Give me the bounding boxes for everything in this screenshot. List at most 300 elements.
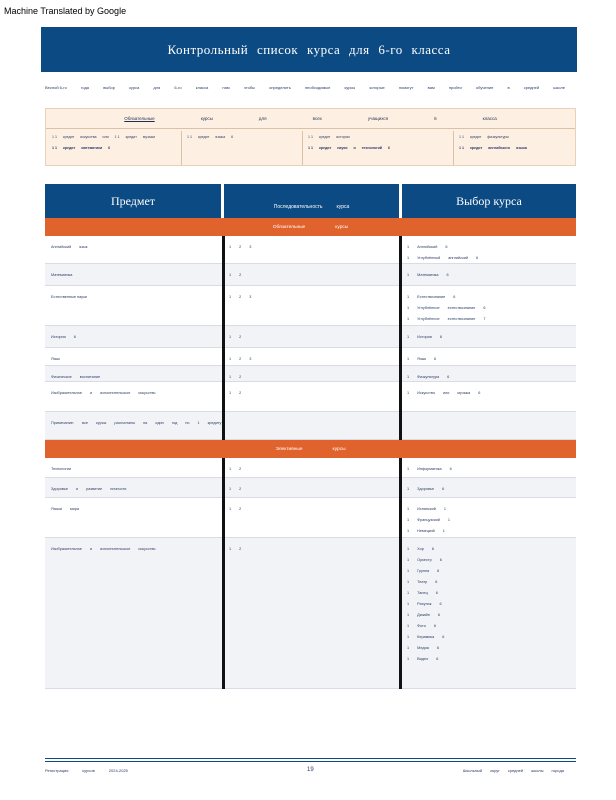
requirement-word: языка: [215, 134, 226, 139]
section-header: [45, 218, 576, 236]
selection-word: английский: [448, 255, 468, 260]
sequence-step: 1: [229, 334, 232, 339]
subject-word: Язык: [51, 356, 60, 361]
heading-word: учащихся: [367, 116, 389, 121]
sequence-step: 1: [229, 486, 232, 491]
sequence-line: [229, 269, 393, 280]
subject-word: искусство: [138, 546, 156, 551]
selection-word: 1: [407, 255, 410, 260]
selection-word: или: [442, 390, 450, 395]
column-divider: [399, 236, 402, 440]
selection-word: 1: [407, 272, 410, 277]
selection-word: История: [417, 334, 432, 339]
selection-word: 6: [449, 466, 452, 471]
selection-word: 1: [407, 506, 410, 511]
selection-option: [407, 642, 570, 653]
intro-word: вам: [427, 85, 435, 90]
selection-word: 6: [437, 612, 441, 617]
table-row: [45, 326, 576, 348]
requirement-word: науки: [337, 145, 348, 150]
requirement-line: [52, 142, 180, 153]
selection-word: 6: [478, 390, 481, 395]
sequence-step: 3: [249, 244, 252, 249]
subject-cell: [45, 286, 221, 325]
sequence-cell: [223, 498, 399, 537]
intro-word: курса: [129, 85, 140, 90]
selection-option: [407, 631, 570, 642]
selection-word: 6: [442, 634, 445, 639]
selection-word: Дизайн: [417, 612, 430, 617]
subject-word: История: [51, 334, 66, 339]
selection-cell: [401, 326, 576, 347]
selection-word: Немецкий: [417, 528, 435, 533]
header-sequence: [224, 184, 399, 218]
subject-cell: [45, 538, 221, 688]
selection-option: [407, 565, 570, 576]
subject-word: и: [89, 390, 93, 395]
subject-line: [51, 543, 215, 554]
intro-word: пройти: [448, 85, 462, 90]
column-divider: [222, 236, 225, 440]
subject-word: искусство: [138, 390, 156, 395]
selection-word: 6: [436, 656, 439, 661]
page-title: Контрольный список курса для 6-го класса: [41, 27, 577, 72]
sequence-cell: [223, 412, 399, 439]
requirement-word: 1 1: [308, 145, 313, 150]
requirement-word: 1 1: [52, 145, 57, 150]
subject-line: [51, 463, 215, 474]
subject-line: [51, 417, 222, 428]
subject-word: 1: [197, 420, 200, 425]
selection-word: Здоровье: [417, 486, 435, 491]
intro-word: выбор: [103, 85, 115, 90]
subject-line: [51, 269, 215, 280]
selection-word: Фото: [417, 623, 426, 628]
selection-word: 6: [439, 334, 442, 339]
selection-word: Танец: [417, 590, 428, 595]
selection-word: Углублённое: [417, 305, 440, 310]
selection-cell: [401, 458, 576, 477]
required-courses-box: [45, 108, 576, 166]
selection-word: Информатика: [417, 466, 442, 471]
footer-word: средней: [507, 768, 524, 773]
table-row: [45, 538, 576, 689]
subject-line: [51, 353, 215, 364]
selection-word: 1: [407, 645, 410, 650]
requirement-word: английского: [488, 145, 511, 150]
sequence-line: [229, 331, 393, 342]
requirement-word: физкультуры: [487, 134, 509, 139]
requirements-column-1: [52, 131, 180, 165]
selection-cell: [401, 382, 576, 411]
requirements-column-4: [459, 131, 575, 165]
selection-word: 1: [447, 517, 451, 522]
divider: [181, 131, 182, 165]
selection-word: 1: [443, 506, 446, 511]
selection-word: 1: [407, 612, 410, 617]
subject-word: курсы: [96, 420, 107, 425]
selection-word: 6: [431, 546, 434, 551]
subject-word: Математика: [51, 272, 73, 277]
header-sequence-word: Последовательность: [273, 204, 323, 210]
selection-option: [407, 371, 570, 382]
sequence-step: 3: [249, 356, 252, 361]
selection-word: 6: [439, 557, 442, 562]
selection-word: 1: [407, 517, 410, 522]
selection-option: [407, 313, 570, 324]
sequence-line: [229, 503, 393, 514]
table-row: [45, 478, 576, 498]
table-row: [45, 264, 576, 286]
column-divider: [399, 458, 402, 689]
selection-word: 6: [437, 568, 440, 573]
subject-line: [51, 387, 215, 398]
subject-word: Технологии: [51, 466, 72, 471]
selection-word: 1: [407, 294, 410, 299]
subject-word: и: [89, 546, 93, 551]
selection-option: [407, 514, 570, 525]
footer-rule: [45, 758, 576, 759]
selection-word: 6: [447, 374, 450, 379]
requirement-word: языка: [516, 145, 527, 150]
subject-word: личности: [110, 486, 127, 491]
selection-option: [407, 241, 570, 252]
sequence-line: [229, 371, 393, 382]
subject-word: мира: [70, 506, 79, 511]
requirement-line: [459, 142, 575, 153]
sequence-step: 2: [239, 374, 242, 379]
selection-word: 6: [453, 294, 456, 299]
subject-word: кредиту: [207, 420, 222, 425]
machine-translated-label: Machine Translated by Google: [4, 6, 127, 16]
sequence-cell: [223, 538, 399, 688]
selection-word: музыка: [457, 390, 471, 395]
selection-cell: [401, 478, 576, 497]
sequence-step: 2: [239, 356, 242, 361]
selection-option: [407, 653, 570, 664]
sequence-step: 2: [239, 334, 242, 339]
intro-word: школе: [553, 85, 565, 90]
selection-word: 1: [407, 590, 410, 595]
subject-cell: [45, 458, 221, 477]
selection-option: [407, 554, 570, 565]
selection-cell: [401, 236, 576, 263]
requirement-word: истории: [336, 134, 350, 139]
subject-word: Естественные науки: [51, 294, 87, 299]
selection-word: Английский: [417, 244, 438, 249]
selection-option: [407, 463, 570, 474]
table-row: [45, 348, 576, 366]
selection-cell: [401, 366, 576, 381]
sequence-cell: [223, 458, 399, 477]
selection-word: 1: [407, 656, 410, 661]
selection-word: Углублённый: [417, 255, 441, 260]
selection-cell: [401, 286, 576, 325]
requirement-word: кредит: [198, 134, 210, 139]
selection-word: Французский: [417, 517, 440, 522]
intro-word: определить: [269, 85, 291, 90]
selection-word: Керамика: [417, 634, 435, 639]
heading-word: курсы: [200, 116, 213, 121]
selection-word: Язык: [417, 356, 426, 361]
selection-word: Рисунок: [417, 601, 432, 606]
section-title-word: Элективные: [275, 446, 303, 452]
requirement-word: кредит: [63, 134, 75, 139]
requirement-word: кредит: [470, 145, 483, 150]
subject-cell: [45, 366, 221, 381]
subject-cell: [45, 498, 221, 537]
selection-option: [407, 483, 570, 494]
subject-word: воспитание: [79, 374, 101, 379]
requirement-word: 1 1: [459, 134, 464, 139]
requirement-word: кредит: [63, 145, 76, 150]
section-header: [45, 440, 576, 458]
requirement-word: кредит: [319, 145, 332, 150]
table-row: [45, 236, 576, 264]
selection-word: 1: [407, 486, 410, 491]
subject-word: по: [185, 420, 190, 425]
selection-word: Искусство: [417, 390, 435, 395]
required-courses-heading: [46, 116, 575, 121]
selection-word: Видео: [417, 656, 429, 661]
selection-option: [407, 620, 570, 631]
section-title-word: курсы: [332, 446, 346, 452]
subject-line: [51, 483, 215, 494]
selection-option: [407, 252, 570, 263]
selection-word: 6: [442, 486, 445, 491]
intro-word: 6-го: [174, 85, 182, 90]
sequence-cell: [223, 348, 399, 365]
sequence-step: 1: [229, 294, 232, 299]
sequence-step: 2: [239, 294, 242, 299]
heading-word: всех: [312, 116, 322, 121]
subject-cell: [45, 264, 221, 285]
sequence-line: [229, 387, 393, 398]
sequence-step: 2: [239, 390, 242, 395]
subject-word: рассчитаны: [114, 420, 136, 425]
subject-word: Изобразительное: [51, 546, 82, 551]
requirement-line: [52, 131, 180, 142]
selection-word: 6: [475, 255, 479, 260]
footer-word: города: [551, 768, 564, 773]
selection-cell: [401, 264, 576, 285]
sequence-step: 1: [229, 466, 232, 471]
selection-word: 1: [407, 568, 410, 573]
selection-word: 1: [407, 305, 410, 310]
requirements-column-2: [187, 131, 301, 165]
intro-word: курсы: [344, 85, 356, 90]
table-row: [45, 498, 576, 538]
subject-word: и: [75, 486, 79, 491]
page-number: 19: [307, 767, 314, 773]
heading-word: 6: [434, 116, 437, 121]
requirement-word: кредит: [319, 134, 331, 139]
sequence-step: 1: [229, 374, 232, 379]
sequence-step: 1: [229, 390, 232, 395]
selection-option: [407, 269, 570, 280]
selection-option: [407, 302, 570, 313]
selection-word: 6: [446, 272, 449, 277]
intro-word: средней: [523, 85, 540, 90]
selection-word: 1: [407, 334, 410, 339]
requirement-word: и: [353, 145, 356, 150]
selection-word: 1: [442, 528, 445, 533]
requirement-word: технологий: [361, 145, 382, 150]
sequence-cell: [223, 478, 399, 497]
footer-word: 2024-2025: [108, 768, 128, 773]
table-row: [45, 412, 576, 440]
selection-option: [407, 598, 570, 609]
sequence-step: 2: [239, 486, 242, 491]
subject-cell: [45, 348, 221, 365]
subject-word: Физическое: [51, 374, 72, 379]
sequence-step: 1: [229, 546, 232, 551]
selection-option: [407, 576, 570, 587]
requirement-line: [308, 142, 448, 153]
footer-word: школы: [531, 768, 544, 773]
table-row: [45, 366, 576, 382]
subject-word: Здоровье: [51, 486, 68, 491]
heading-word: класса: [482, 116, 497, 121]
sequence-step: 2: [239, 272, 242, 277]
subject-cell: [45, 326, 221, 347]
sequence-line: [229, 291, 393, 302]
sequence-cell: [223, 382, 399, 411]
requirement-word: кредит: [470, 134, 482, 139]
selection-word: 1: [407, 244, 410, 249]
subject-word: все: [82, 420, 89, 425]
footer-left-text: [45, 768, 128, 773]
heading-word: Обязательные: [124, 116, 155, 121]
selection-word: 7: [483, 316, 486, 321]
sequence-line: [229, 463, 393, 474]
footer-right-text: [463, 768, 564, 773]
footer-rule: [45, 761, 576, 762]
intro-word: которые: [369, 85, 385, 90]
subject-word: Примечание:: [51, 420, 75, 425]
selection-word: 1: [407, 579, 410, 584]
table-row: [45, 458, 576, 478]
requirement-word: 1 1: [52, 134, 57, 139]
footer-word: округ: [490, 768, 500, 773]
selection-word: Испанский: [417, 506, 436, 511]
selection-word: 1: [407, 528, 410, 533]
selection-word: Естествознание: [417, 294, 446, 299]
requirement-word: или: [102, 134, 109, 139]
subject-line: [51, 331, 215, 342]
header-selection: Выбор курса: [456, 193, 522, 208]
selection-word: 6: [433, 623, 436, 628]
sequence-step: 2: [239, 546, 242, 551]
sequence-cell: [223, 326, 399, 347]
sequence-step: 1: [229, 356, 232, 361]
sequence-line: [229, 543, 393, 554]
intro-word: чтобы: [243, 85, 256, 90]
requirement-word: музыки: [142, 134, 156, 139]
sequence-cell: [223, 366, 399, 381]
heading-word: для: [258, 116, 267, 121]
subject-line: [51, 371, 215, 382]
subject-cell: [45, 478, 221, 497]
sequence-step: 1: [229, 244, 232, 249]
selection-option: [407, 353, 570, 364]
selection-word: 6: [483, 305, 486, 310]
requirement-word: искусства: [80, 134, 97, 139]
intro-word: нам: [222, 85, 230, 90]
selection-word: Театр: [417, 579, 428, 584]
subject-word: один: [155, 420, 164, 425]
sequence-step: 1: [229, 506, 232, 511]
selection-word: 6: [445, 244, 448, 249]
selection-word: естествознание: [447, 316, 476, 321]
selection-word: 1: [407, 390, 410, 395]
selection-option: [407, 587, 570, 598]
selection-word: 1: [407, 316, 410, 321]
subject-word: исполнительское: [100, 390, 131, 395]
selection-word: 1: [407, 374, 410, 379]
selection-word: 1: [407, 557, 410, 562]
requirement-word: математики: [81, 145, 103, 150]
selection-word: 1: [407, 356, 410, 361]
selection-word: 6: [435, 579, 438, 584]
section-title-word: Обязательные: [272, 224, 306, 230]
subject-word: на: [143, 420, 148, 425]
sequence-cell: [223, 236, 399, 263]
requirement-line: [308, 131, 448, 142]
sequence-step: 1: [229, 272, 232, 277]
requirements-column-3: [308, 131, 448, 165]
selection-option: [407, 609, 570, 620]
subject-cell: [45, 382, 221, 411]
requirement-word: 1 1: [114, 134, 120, 139]
selection-word: 1: [407, 634, 410, 639]
selection-word: Углублённое: [417, 316, 440, 321]
divider: [46, 128, 575, 129]
selection-word: Группа: [417, 568, 430, 573]
requirement-word: 6: [108, 145, 111, 150]
subject-word: развитие: [86, 486, 103, 491]
subject-word: Изобразительное: [51, 390, 82, 395]
selection-cell: [401, 412, 576, 439]
subject-word: 6: [73, 334, 76, 339]
sequence-line: [229, 417, 393, 428]
sequence-line: [229, 353, 393, 364]
intro-text: [45, 85, 565, 90]
sequence-line: [229, 241, 393, 252]
subject-word: язык: [79, 244, 88, 249]
footer-word: Регистрация: [45, 768, 69, 773]
intro-word: в: [507, 85, 510, 90]
selection-option: [407, 503, 570, 514]
subject-word: исполнительское: [100, 546, 131, 551]
selection-word: естествознание: [447, 305, 476, 310]
intro-word: обучение: [475, 85, 494, 90]
intro-word: Весной 6-го: [45, 85, 67, 90]
intro-word: года: [80, 85, 90, 90]
divider: [302, 131, 303, 165]
selection-word: 1: [407, 601, 410, 606]
sequence-cell: [223, 264, 399, 285]
selection-cell: [401, 538, 576, 688]
subject-line: [51, 503, 215, 514]
intro-word: класса: [195, 85, 209, 90]
requirement-line: [459, 131, 575, 142]
divider: [453, 131, 454, 165]
column-divider: [222, 458, 225, 689]
intro-word: необходимые: [304, 85, 331, 90]
table-header: [45, 184, 576, 218]
course-selection-table: [45, 184, 576, 689]
